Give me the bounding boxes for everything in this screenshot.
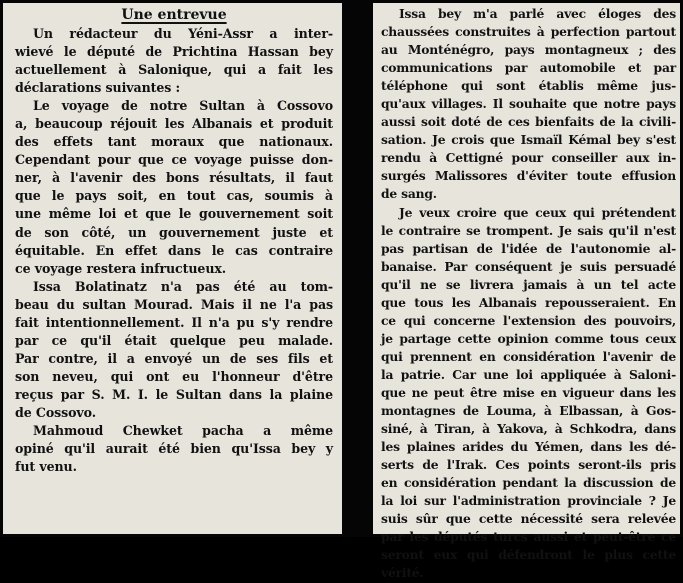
text-line: beau du sultan Mourad. Mais il ne l'a pas: [15, 296, 333, 312]
text-line: rendu à Cettigné pour conseiller aux in-: [381, 150, 676, 166]
text-line: au Monténégro, pays montagneux ; des: [381, 42, 676, 58]
text-line: de son côté, un gouvernement juste et: [15, 224, 333, 240]
text-line: Issa Bolatinatz n'a pas été au tom-: [33, 278, 333, 294]
text-line: sation. Je crois que Ismaïl Kémal bey s'est: [381, 132, 676, 148]
text-line: reçus par S. M. I. le Sultan dans la plaine: [15, 386, 333, 402]
text-line: ce voyage restera infructueux.: [15, 260, 227, 276]
text-line: je partage cette opinion comme tous ceux: [381, 330, 676, 346]
text-line: ner, à l'avenir des bons résultats, il faut: [15, 170, 333, 186]
text-line: wievé le député de Prichtina Hassan bey: [15, 44, 333, 60]
text-line: Je veux croire que ceux qui prétendent: [399, 204, 676, 220]
text-line: surgés Malissores d'éviter toute effusion: [381, 168, 676, 184]
text-line: ce qui concerne l'extension des pouvoirs,: [381, 312, 676, 328]
text-line: vérité.: [381, 565, 424, 581]
text-line: que ne peut être mise en vigueur dans les: [381, 384, 676, 400]
text-line: que le pays soit, en tout cas, soumis à: [15, 188, 333, 204]
text-line: la loi sur l'administration provinciale ? Je: [381, 493, 676, 509]
left-column: [3, 3, 342, 534]
text-line: de sang.: [381, 186, 437, 202]
text-line: actuellement à Salonique, qui a fait les: [15, 62, 333, 78]
text-line: qu'il ne se livrera jamais à un tel acte: [381, 276, 676, 292]
text-line: son neveu, qui ont eu l'honneur d'être: [15, 368, 333, 384]
text-line: qu'aux villages. Il souhaite que notre pays: [381, 96, 676, 112]
text-line: Un rédacteur du Yéni-Assr a inter-: [33, 26, 333, 41]
text-line: aussi soit doté de ces bienfaits de la civili-: [381, 114, 676, 130]
text-line: le contraire se trompent. Je sais qu'il n'est: [381, 222, 676, 238]
text-line: serts de l'Irak. Ces points seront-ils pris: [381, 457, 676, 473]
text-line: Par contre, il a envoyé un de ses fils et: [15, 350, 333, 366]
text-line: Issa bey m'a parlé avec éloges des: [399, 6, 676, 21]
text-line: en considération pendant la discussion de: [381, 475, 676, 491]
text-line: Mahmoud Chewket pacha a même: [33, 423, 333, 439]
text-line: la patrie. Car une loi appliquée à Saloni-: [381, 366, 676, 382]
article-title: Une entrevue: [121, 7, 227, 23]
text-line: communications par automobile et par: [381, 60, 676, 76]
text-line: une même loi et que le gouvernement soit: [15, 206, 333, 222]
text-line: chaussées construites à perfection partout: [381, 24, 676, 40]
text-line: siné, à Tiran, à Yakova, à Schkodra, dans: [381, 421, 676, 437]
text-line: suis sûr que cette nécessité sera relevée: [381, 511, 676, 527]
text-line: pas partisan de l'idée de l'autonomie al-: [381, 240, 676, 256]
text-line: par ce qu'il était quelque peu malade.: [15, 332, 333, 348]
text-line: les plaines arides du Yémen, dans les dé-: [381, 439, 676, 455]
text-line: fait intentionnellement. Il n'a pu s'y rendre: [15, 314, 333, 330]
text-line: Le voyage de notre Sultan à Cossovo: [33, 98, 333, 114]
text-line: banaise. Par conséquent je suis persuadé: [381, 258, 676, 274]
text-line: fut venu.: [15, 459, 77, 475]
text-line: équitable. En effet dans le cas contraire: [15, 242, 333, 258]
right-column: [373, 3, 680, 581]
text-line: déclarations suivantes :: [15, 80, 181, 96]
text-line: qui prennent en considération l'avenir de: [381, 348, 676, 364]
text-line: seront eux qui défendront le plus cette: [381, 547, 676, 563]
text-line: a, beaucoup réjouit les Albanais et produit: [15, 116, 333, 132]
text-line: Cependant pour que ce voyage puisse don-: [15, 152, 333, 168]
left-column-text: [15, 25, 333, 476]
text-line: téléphone qui sont établis même jus-: [381, 78, 676, 94]
text-line: montagnes de Louma, à Elbassan, à Gos-: [381, 403, 676, 419]
right-column-text: [381, 5, 676, 583]
text-line: par les députés turcs aussi et peut-être ce: [381, 529, 676, 545]
text-line: des effets tant moraux que nationaux.: [15, 134, 333, 150]
text-line: que tous les Albanais repousseraient. En: [381, 294, 676, 310]
text-line: de Cossovo.: [15, 404, 96, 420]
text-line: opiné qu'il aurait été bien qu'Issa bey y: [15, 441, 333, 457]
